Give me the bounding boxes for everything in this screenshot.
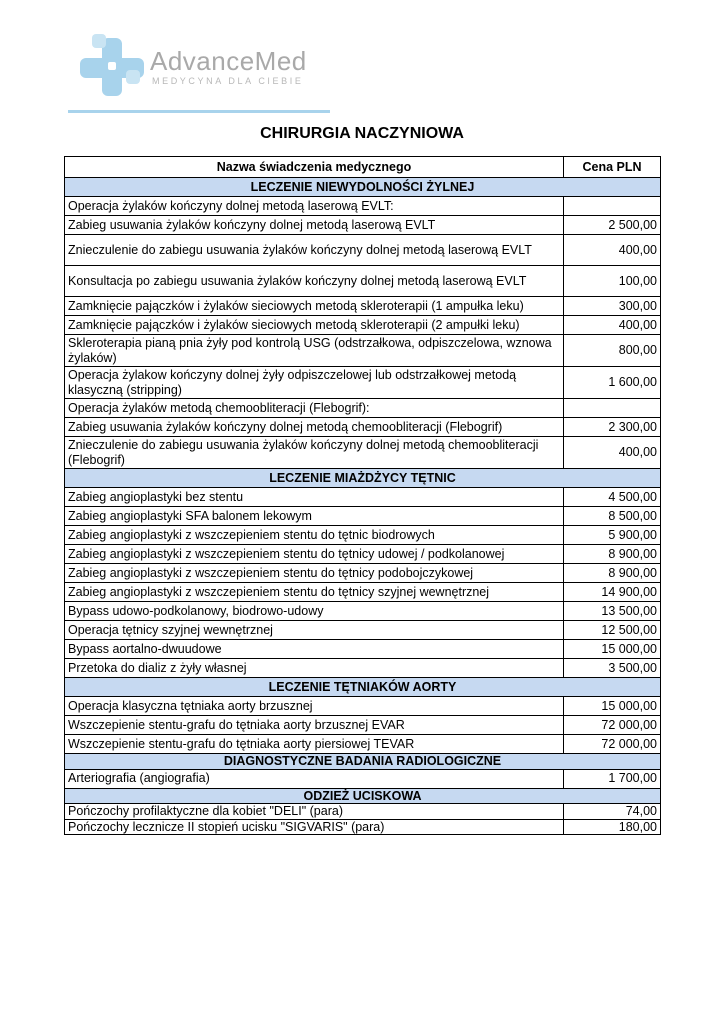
section-header xyxy=(65,178,661,197)
service-price xyxy=(564,399,661,418)
table-header-row xyxy=(65,157,661,178)
price-list-table xyxy=(64,156,661,835)
service-price: 400,00 xyxy=(564,235,661,266)
service-price: 2 300,00 xyxy=(564,418,661,437)
service-price: 100,00 xyxy=(564,266,661,297)
page-title: CHIRURGIA NACZYNIOWA xyxy=(260,125,464,142)
table-row xyxy=(65,621,661,640)
table-row xyxy=(65,507,661,526)
service-price: 5 900,00 xyxy=(564,526,661,545)
section-title: DIAGNOSTYCZNE BADANIA RADIOLOGICZNE xyxy=(65,754,661,770)
service-price: 8 500,00 xyxy=(564,507,661,526)
service-name: Zabieg angioplastyki bez stentu xyxy=(65,488,564,507)
service-price xyxy=(564,197,661,216)
service-name: Przetoka do dializ z żyły własnej xyxy=(65,659,564,678)
section-header xyxy=(65,754,661,770)
table-row xyxy=(65,545,661,564)
table-row xyxy=(65,583,661,602)
service-price: 1 700,00 xyxy=(564,769,661,788)
service-price: 15 000,00 xyxy=(564,697,661,716)
service-name: Zabieg usuwania żylaków kończyny dolnej metodą laserową EVLT xyxy=(65,216,564,235)
service-price: 2 500,00 xyxy=(564,216,661,235)
service-name: Zabieg angioplastyki SFA balonem lekowym xyxy=(65,507,564,526)
table-row xyxy=(65,716,661,735)
table-row xyxy=(65,564,661,583)
service-price: 74,00 xyxy=(564,804,661,820)
service-name: Zabieg usuwania żylaków kończyny dolnej metodą chemoobliteracji (Flebogrif) xyxy=(65,418,564,437)
table-row xyxy=(65,735,661,754)
service-price: 72 000,00 xyxy=(564,716,661,735)
service-price: 15 000,00 xyxy=(564,640,661,659)
service-price: 72 000,00 xyxy=(564,735,661,754)
service-price: 13 500,00 xyxy=(564,602,661,621)
table-row xyxy=(65,640,661,659)
service-price: 400,00 xyxy=(564,437,661,469)
table-row xyxy=(65,488,661,507)
table-row xyxy=(65,266,661,297)
section-title: LECZENIE NIEWYDOLNOŚCI ŻYLNEJ xyxy=(65,178,661,197)
table-row xyxy=(65,399,661,418)
table-row xyxy=(65,297,661,316)
table-row xyxy=(65,367,661,399)
service-price: 8 900,00 xyxy=(564,564,661,583)
section-title: LECZENIE MIAŻDŻYCY TĘTNIC xyxy=(65,469,661,488)
service-name: Pończochy lecznicze II stopień ucisku "SIGVARIS" (para) xyxy=(65,819,564,835)
table-row xyxy=(65,697,661,716)
brand-tagline: MEDYCYNA DLA CIEBIE xyxy=(152,76,304,86)
section-title: LECZENIE TĘTNIAKÓW AORTY xyxy=(65,678,661,697)
table-row xyxy=(65,602,661,621)
section-header xyxy=(65,788,661,804)
service-name: Wszczepienie stentu-grafu do tętniaka aorty piersiowej TEVAR xyxy=(65,735,564,754)
service-name: Znieczulenie do zabiegu usuwania żylaków kończyny dolnej metodą laserową EVLT xyxy=(65,235,564,266)
service-name: Zabieg angioplastyki z wszczepieniem stentu do tętnicy udowej / podkolanowej xyxy=(65,545,564,564)
service-name: Operacja żylakow kończyny dolnej żyły odpiszczelowej lub odstrzałkowej metodą klasyczną (stripping) xyxy=(65,367,564,399)
column-header-name: Nazwa świadczenia medycznego xyxy=(65,157,564,178)
table-row xyxy=(65,235,661,266)
service-name: Bypass aortalno-dwuudowe xyxy=(65,640,564,659)
table-row xyxy=(65,418,661,437)
service-name: Bypass udowo-podkolanowy, biodrowo-udowy xyxy=(65,602,564,621)
column-header-price: Cena PLN xyxy=(564,157,661,178)
section-header xyxy=(65,469,661,488)
service-name: Operacja żylaków kończyny dolnej metodą laserową EVLT: xyxy=(65,197,564,216)
service-price: 180,00 xyxy=(564,819,661,835)
service-price: 4 500,00 xyxy=(564,488,661,507)
service-name: Operacja tętnicy szyjnej wewnętrznej xyxy=(65,621,564,640)
table-row xyxy=(65,659,661,678)
service-price: 300,00 xyxy=(564,297,661,316)
service-name: Zamknięcie pajączków i żylaków sieciowych metodą skleroterapii (1 ampułka leku) xyxy=(65,297,564,316)
medical-cross-icon xyxy=(78,32,146,102)
service-name: Operacja żylaków metodą chemoobliteracji (Flebogrif): xyxy=(65,399,564,418)
service-name: Skleroterapia pianą pnia żyły pod kontrolą USG (odstrzałkowa, odpiszczelowa, wznowa żylaków) xyxy=(65,335,564,367)
service-name: Pończochy profilaktyczne dla kobiet "DELI" (para) xyxy=(65,804,564,820)
header-divider xyxy=(68,110,330,113)
table-row xyxy=(65,437,661,469)
table-row xyxy=(65,804,661,820)
service-name: Zabieg angioplastyki z wszczepieniem stentu do tętnicy szyjnej wewnętrznej xyxy=(65,583,564,602)
table-row xyxy=(65,335,661,367)
section-header xyxy=(65,678,661,697)
brand-name: AdvanceMed xyxy=(150,46,307,76)
table-row xyxy=(65,197,661,216)
table-row xyxy=(65,526,661,545)
service-price: 8 900,00 xyxy=(564,545,661,564)
service-name: Arteriografia (angiografia) xyxy=(65,769,564,788)
table-row xyxy=(65,819,661,835)
service-price: 400,00 xyxy=(564,316,661,335)
advancemed-logo xyxy=(78,32,338,112)
service-price: 12 500,00 xyxy=(564,621,661,640)
service-name: Zabieg angioplastyki z wszczepieniem stentu do tętnic biodrowych xyxy=(65,526,564,545)
service-name: Konsultacja po zabiegu usuwania żylaków kończyny dolnej metodą laserową EVLT xyxy=(65,266,564,297)
service-name: Operacja klasyczna tętniaka aorty brzusznej xyxy=(65,697,564,716)
table-row xyxy=(65,769,661,788)
section-title: ODZIEŻ UCISKOWA xyxy=(65,788,661,804)
service-price: 3 500,00 xyxy=(564,659,661,678)
service-price: 1 600,00 xyxy=(564,367,661,399)
service-name: Wszczepienie stentu-grafu do tętniaka aorty brzusznej EVAR xyxy=(65,716,564,735)
service-name: Zabieg angioplastyki z wszczepieniem stentu do tętnicy podobojczykowej xyxy=(65,564,564,583)
service-price: 800,00 xyxy=(564,335,661,367)
service-name: Znieczulenie do zabiegu usuwania żylaków kończyny dolnej metodą chemoobliteracji (Flebogrif) xyxy=(65,437,564,469)
service-price: 14 900,00 xyxy=(564,583,661,602)
table-row xyxy=(65,216,661,235)
service-name: Zamknięcie pajączków i żylaków sieciowych metodą skleroterapii (2 ampułki leku) xyxy=(65,316,564,335)
table-row xyxy=(65,316,661,335)
